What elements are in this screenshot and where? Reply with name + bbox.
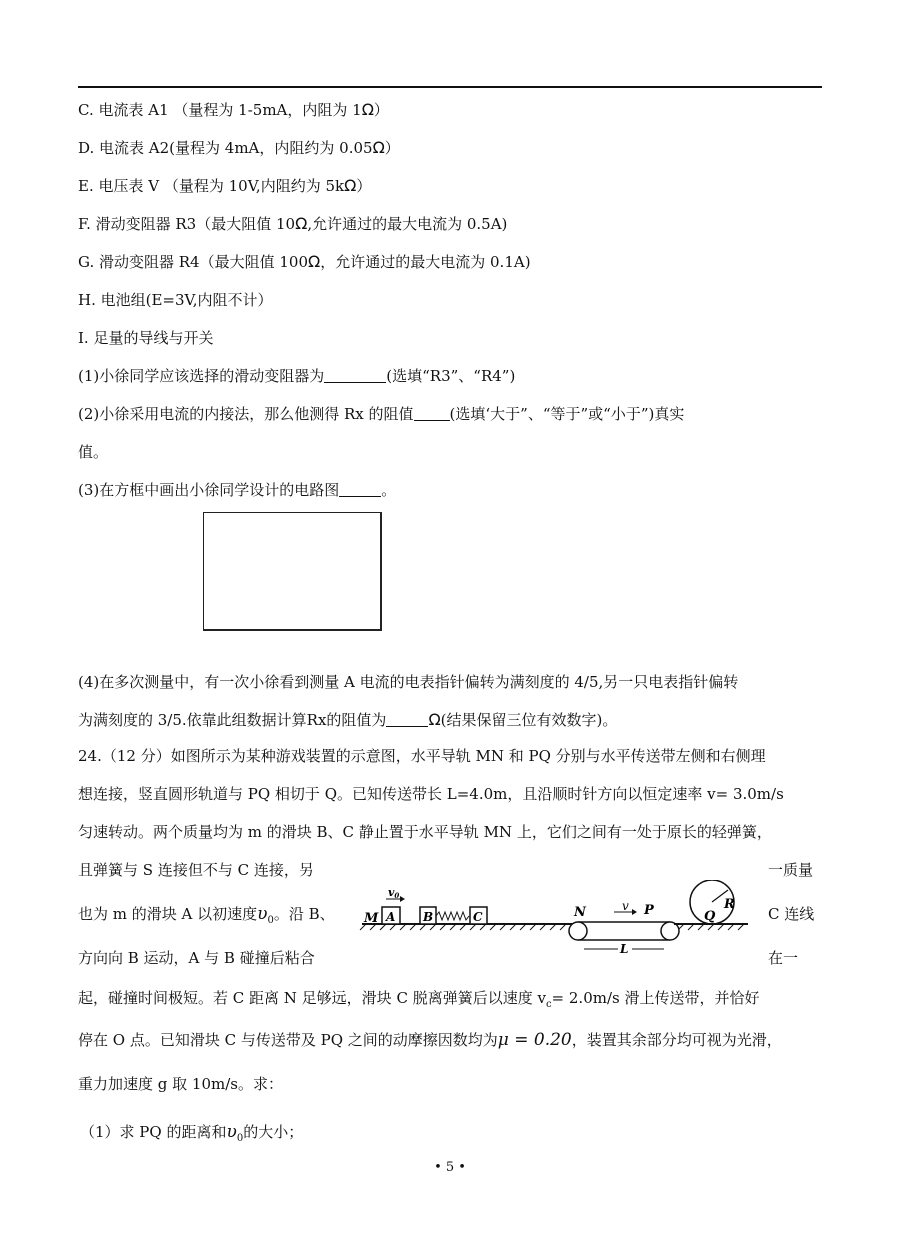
v0-arrowhead (400, 896, 405, 902)
label-v0: v0 (388, 886, 400, 900)
option-e: E. 电压表 V （量程为 10V,内阻约为 5kΩ） (78, 176, 372, 195)
answer-blank[interactable] (414, 406, 450, 421)
label-p: P (644, 903, 654, 918)
label-q: Q (704, 909, 716, 924)
question-4-line2: 为满刻度的 3/5.依靠此组数据计算Rx的阻值为 Ω(结果保留三位有效数字)。 (78, 710, 618, 729)
problem-24-line8: 停在 O 点。已知滑块 C 与传送带及 PQ 之间的动摩擦因数均为μ = 0.20，装置其余部分均可视为光滑， (78, 1030, 782, 1050)
page-number: • 5 • (434, 1160, 466, 1175)
game-device-figure (352, 880, 756, 960)
option-i: I. 足量的导线与开关 (78, 329, 214, 347)
header-rule (78, 86, 822, 88)
problem-24-line4-left: 且弹簧与 S 连接但不与 C 连接，另 (78, 861, 314, 879)
question-2: (2)小徐采用电流的内接法，那么他测得 Rx 的阻值 (选填‘大于”、“等于”或“小于”)真实 (78, 405, 685, 423)
problem-24-line9: 重力加速度 g 取 10m/s。求： (78, 1075, 283, 1093)
question-2-cont: 值。 (78, 443, 109, 461)
question-4-line1: (4)在多次测量中，有一次小徐看到测量 A 电流的电表指针偏转为满刻度的 4/5,另一只电表指针偏转 (78, 673, 739, 691)
problem-24-line4-right: 一质量 (768, 861, 814, 879)
belt-pulley-left (569, 922, 587, 940)
question-3: (3)在方框中画出小徐同学设计的电路图 。 (78, 481, 397, 499)
label-b: B (423, 910, 434, 924)
option-h: H. 电池组(E=3V,内阻不计） (78, 291, 273, 309)
problem-24-line6-right: 在一 (768, 949, 799, 967)
circuit-drawing-box[interactable] (203, 512, 382, 631)
problem-24-line6-left: 方向向 B 运动，A 与 B 碰撞后粘合 (78, 949, 315, 967)
label-l: L (620, 942, 629, 956)
answer-blank[interactable] (386, 712, 428, 727)
problem-24-question-1: （1）求 PQ 的距离和$\upsilon_0$的大小； (80, 1122, 304, 1144)
problem-24-line5-left: 也为 m 的滑块 A 以初速度$\upsilon_0$。沿 B、 (78, 904, 335, 926)
label-r: R (724, 897, 735, 912)
belt-velocity-arrowhead (632, 909, 637, 915)
problem-24-line7: 起，碰撞时间极短。若 C 距离 N 足够远，滑块 C 脱离弹簧后以速度 $v_c= 2.0m/s$ 滑上传送带，并恰好 (78, 989, 760, 1010)
problem-24-line5-right: C 连线 (768, 905, 815, 923)
problem-24-line2: 想连接，竖直圆形轨道与 PQ 相切于 Q。已知传送带长 L=4.0m，且沿顺时针方向以恒定速率 v= 3.0m/s (78, 785, 784, 803)
option-c: C. 电流表 A1 （量程为 1-5mA，内阻为 1Ω） (78, 100, 389, 119)
option-f: F. 滑动变阻器 R3（最大阻值 10Ω,允许通过的最大电流为 0.5A) (78, 214, 508, 233)
label-n: N (574, 905, 586, 920)
label-v: v (622, 899, 629, 913)
label-m: M (364, 911, 379, 926)
answer-blank[interactable] (339, 482, 381, 497)
option-g: G. 滑动变阻器 R4（最大阻值 100Ω，允许通过的最大电流为 0.1A) (78, 252, 531, 271)
problem-24-line3: 匀速转动。两个质量均为 m 的滑块 B、C 静止置于水平导轨 MN 上，它们之间有一处于原长的轻弹簧， (78, 823, 772, 841)
answer-blank[interactable] (324, 368, 386, 383)
label-c: C (473, 910, 483, 924)
question-1: (1)小徐同学应该选择的滑动变阻器为 (选填“R3”、“R4”) (78, 367, 516, 385)
option-d: D. 电流表 A2(量程为 4mA，内阻约为 0.05Ω） (78, 138, 400, 157)
spring (436, 912, 469, 920)
label-a: A (386, 910, 396, 924)
problem-24-line1: 24.（12 分）如图所示为某种游戏装置的示意图，水平导轨 MN 和 PQ 分别与水平传送带左侧和右侧理 (78, 747, 766, 765)
